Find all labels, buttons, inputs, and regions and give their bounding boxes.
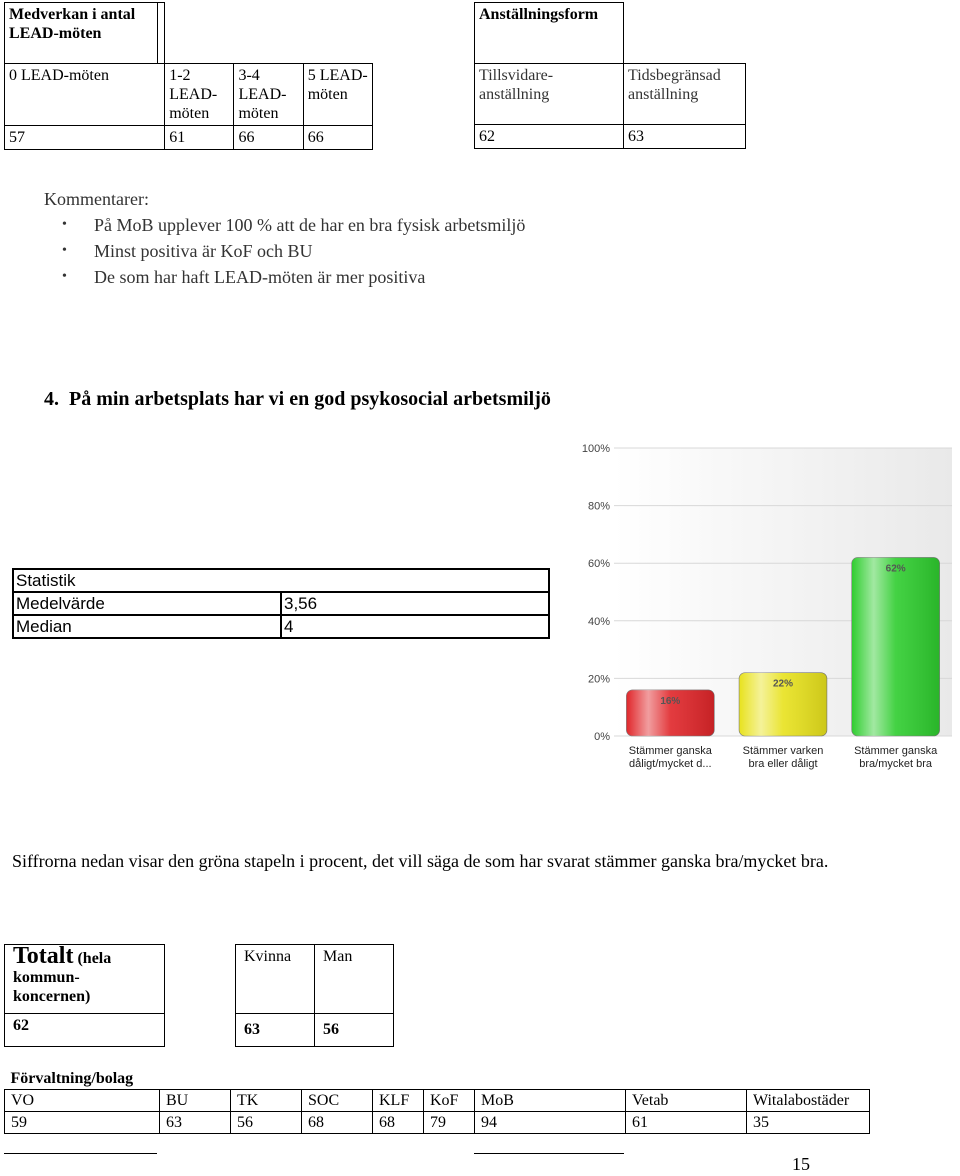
forv-val: 35 [747,1112,870,1134]
forv-val: 56 [231,1112,302,1134]
stat-value: 3,56 [281,592,549,615]
forv-val: 63 [160,1112,231,1134]
stat-label: Median [13,615,281,638]
x-category-label: bra eller dåligt [748,758,818,770]
employment-col-0: Tillsvidare-anställning [475,64,624,125]
bar-shine [852,557,940,736]
forv-val: 61 [626,1112,747,1134]
comments-section [44,186,525,290]
y-tick-label: 40% [587,615,610,628]
lead-header: Medverkan i antal LEAD-möten [5,3,165,64]
lead-val-3: 66 [303,126,372,150]
x-category-label: bra/mycket bra [859,758,933,770]
forv-col: KLF [373,1090,424,1112]
employment-table [474,2,746,149]
lead-col-2: 3-4 LEAD-möten [234,64,303,126]
y-tick-label: 60% [587,558,610,571]
forv-col: BU [160,1090,231,1112]
x-category-label: Stämmer ganska [628,745,712,757]
forv-col: Witalabostäder [747,1090,870,1112]
bar-data-label: 16% [660,695,681,707]
y-tick-label: 100% [581,443,610,455]
x-category-label: Stämmer varken [742,745,824,757]
totals-table [4,944,394,1047]
employment-header: Anställningsform [475,3,624,64]
totals-label-big: Totalt [13,943,74,969]
forv-val: 94 [475,1112,626,1134]
comment-item: • Minst positiva är KoF och BU [72,238,525,264]
forvaltning-title: Förvaltning/bolag [5,1068,870,1090]
stat-label: Medelvärde [13,592,281,615]
stat-value: 4 [281,615,549,638]
note-text: Siffrorna nedan visar den gröna stapeln i procent, det vill säga de som har svarat stämmer ganska bra/mycket bra. [12,851,829,871]
bar-data-label: 62% [885,563,906,575]
y-tick-label: 0% [594,731,610,743]
employment-col-1: Tidsbegränsad anställning [624,64,746,125]
bar-data-label: 22% [772,678,794,690]
y-tick-label: 20% [587,673,610,686]
comment-item: • På MoB upplever 100 % att de har en bra fysisk arbetsmiljö [72,212,525,238]
comments-title: Kommentarer: [44,189,149,209]
forv-val: 79 [424,1112,475,1134]
totals-value: 62 [5,1014,165,1047]
man-label: Man [315,945,394,1014]
footer-line [474,1153,624,1154]
response-bar-chart [562,436,960,776]
forv-col: TK [231,1090,302,1112]
x-category-label: dåligt/mycket d... [629,758,712,770]
forv-val: 59 [5,1112,160,1134]
kvinna-label: Kvinna [236,945,315,1014]
employment-val-0: 62 [475,125,624,149]
forvaltning-table [4,1068,870,1134]
y-tick-label: 80% [587,500,610,513]
bar-group [852,557,940,736]
lead-meetings-table [4,2,373,150]
x-category-label: Stämmer ganska [854,745,938,757]
employment-val-1: 63 [624,125,746,149]
forv-col: SOC [302,1090,373,1112]
comment-item: • De som har haft LEAD-möten är mer positiva [72,264,525,290]
forv-val: 68 [302,1112,373,1134]
totals-label-cell [5,945,165,1014]
comments-list [44,212,525,290]
question-heading: 4. På min arbetsplats har vi en god psykosocial arbetsmiljö [44,388,551,410]
lead-val-1: 61 [165,126,234,150]
lead-col-3: 5 LEAD-möten [303,64,372,126]
forv-col: Vetab [626,1090,747,1112]
lead-col-0: 0 LEAD-möten [5,64,165,126]
forv-col: KoF [424,1090,475,1112]
forv-col: MoB [475,1090,626,1112]
page-number: 15 [792,1154,810,1174]
lead-val-2: 66 [234,126,303,150]
totals-label-small: (hela kommun-koncernen) [13,950,112,1005]
footer-line [4,1153,157,1154]
man-value: 56 [315,1014,394,1047]
forv-col: VO [5,1090,160,1112]
statistics-table [12,568,550,639]
kvinna-value: 63 [236,1014,315,1047]
lead-val-0: 57 [5,126,165,150]
bar-group [626,690,714,736]
lead-col-1: 1-2 LEAD-möten [165,64,234,126]
bar-group [739,673,827,736]
statistics-title: Statistik [13,569,549,592]
forv-val: 68 [373,1112,424,1134]
